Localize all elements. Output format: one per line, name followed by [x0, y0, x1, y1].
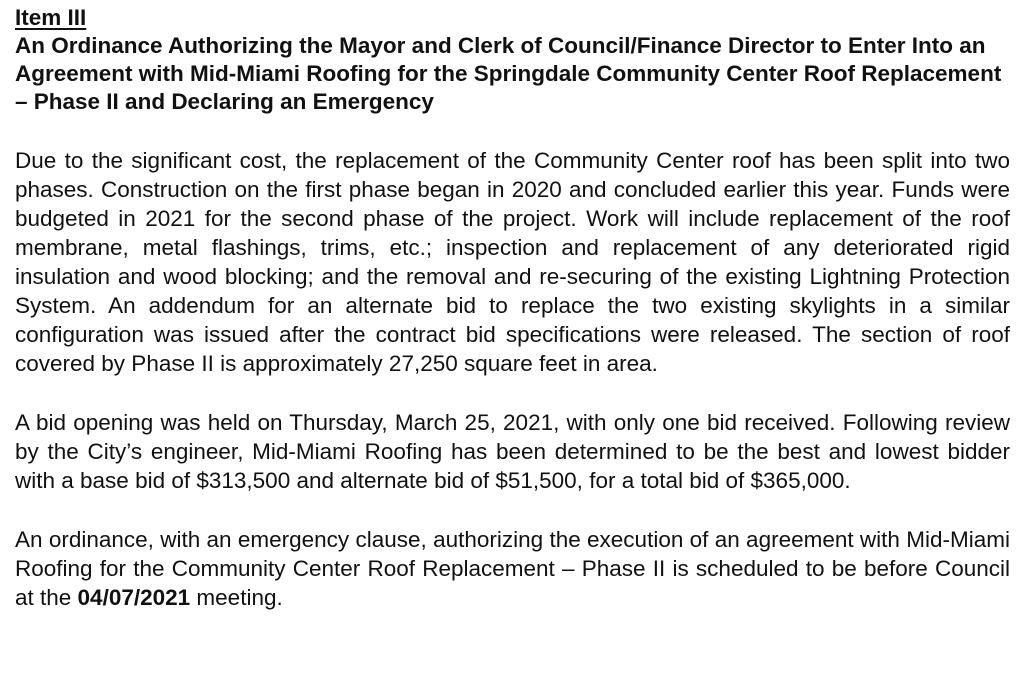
- paragraph-bid-opening: A bid opening was held on Thursday, March 25, 2021, with only one bid received. Following review by the City’s engineer, Mid-Miami Roofing has been determined to be the best and lowest bidder with a base bid of $313,500 and alternate bid of $51,500, for a total bid of $365,000.: [15, 410, 1010, 493]
- paragraph-ordinance-schedule: [15, 525, 1010, 612]
- spacer: [15, 116, 1010, 146]
- document-page: [15, 4, 1010, 612]
- schedule-text-after: meeting.: [190, 585, 283, 610]
- item-label: Item III: [15, 5, 87, 30]
- meeting-date: 04/07/2021: [77, 585, 191, 610]
- paragraph-background: Due to the significant cost, the replacement of the Community Center roof has been split into two phases. Construction on the first phase began in 2020 and concluded earlier this year. Funds were budgeted in 2021 for the second phase of the project. Work will include replacement of the roof membrane, metal flashings, trims, etc.; inspection and replacement of any deteriorated rigid insulation and wood blocking; and the removal and re-securing of the existing Lightning Protection System. An addendum for an alternate bid to replace the two existing skylights in a similar configuration was issued after the contract bid specifications were released. The section of roof covered by Phase II is approximately 27,250 square feet in area.: [15, 148, 1010, 376]
- ordinance-title: An Ordinance Authorizing the Mayor and Clerk of Council/Finance Director to Enter Into an Agreement with Mid-Miami Roofing for the Springdale Community Center Roof Replacement – Phase II and Declaring an Emergency: [15, 33, 1002, 114]
- schedule-text-before: An ordinance, with an emergency clause, authorizing the execution of an agreement with Mid-Miami Roofing for the Community Center Roof Replacement – Phase II is scheduled to be before Council at the: [15, 527, 1010, 610]
- spacer: [15, 378, 1010, 408]
- spacer: [15, 495, 1010, 525]
